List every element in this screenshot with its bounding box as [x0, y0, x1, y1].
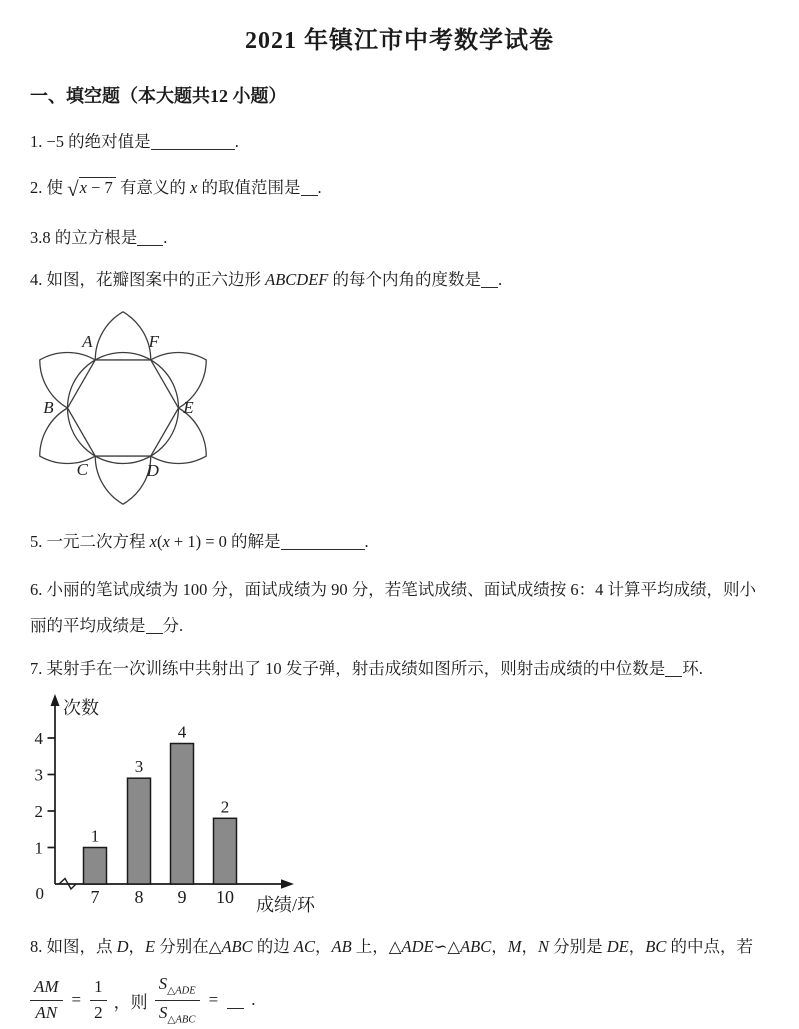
bar [214, 818, 237, 884]
question-1: 1. −5 的绝对值是 . [30, 132, 239, 151]
connector-text: ，则 [113, 992, 148, 1012]
question-8-text: 8. 如图，点 D，E 分别在△ABC 的边 AC，AB 上，△ADE∽△ABC，M，N 分别是 DE，BC 的中点，若 [30, 937, 753, 956]
answer-blank [481, 271, 498, 288]
question-5: 5. 一元二次方程 x(x + 1) = 0 的解是 . [30, 532, 369, 551]
vertex-label: E [183, 398, 194, 417]
question-1-text: 1. −5 的绝对值是 [30, 132, 151, 151]
radicand: x − 7 [79, 177, 116, 197]
vertex-label: F [148, 331, 159, 351]
question-4-text: 4. 如图，花瓣图案中的正六边形 ABCDEF 的每个内角的度数是 [30, 270, 481, 289]
bar [128, 778, 151, 884]
question-4: 4. 如图，花瓣图案中的正六边形 ABCDEF 的每个内角的度数是 . [30, 270, 503, 289]
bar-value-label: 1 [90, 826, 100, 846]
x-tick-label: 9 [177, 887, 187, 907]
fraction-am-an: $\frac{AM}{AN}$ [30, 976, 63, 1023]
equals-sign: = [208, 990, 219, 1009]
question-3: 3.8 的立方根是 . [30, 228, 168, 247]
bar-value-label: 3 [134, 757, 144, 777]
y-axis-arrow-icon [51, 694, 60, 706]
y-tick-label: 1 [34, 838, 43, 858]
answer-blank [151, 133, 235, 150]
question-3-text: 3.8 的立方根是 [30, 228, 138, 247]
radical-expression [67, 177, 116, 201]
section-heading: 一、填空题（本大题共12 小题） [30, 86, 287, 106]
answer-blank [665, 660, 682, 677]
vertex-label: C [76, 460, 88, 480]
score-bar-chart-svg [28, 690, 343, 920]
answer-blank [227, 991, 244, 1008]
x-tick-label: 8 [134, 887, 144, 907]
x-axis-title: 成绩/环 [256, 895, 316, 915]
x-axis-arrow-icon [281, 879, 294, 889]
y-tick-label: 0 [35, 884, 44, 903]
equals-sign: = [71, 990, 82, 1009]
answer-blank [146, 617, 163, 634]
question-2: 2. 使 √x − 7 有意义的 x 的取值范围是 . [30, 177, 322, 201]
answer-blank [137, 229, 163, 246]
question-6: 6. 小丽的笔试成绩为 100 分，面试成绩为 90 分，若笔试成绩、面试成绩按 6：4 计算平均成绩，则小丽的平均成绩是 分. [30, 580, 756, 635]
bar-value-label: 2 [220, 797, 230, 817]
question-5-text: 5. 一元二次方程 x(x + 1) = 0 的解是 [30, 532, 281, 551]
bar-value-label: 4 [177, 722, 187, 742]
question-8-formula: $\frac{AM}{AN}$ = $\frac{1}{2}$ ，则 $\frac{S_{\triangle ADE}}{S_{\triangle ABC}}$ = . [30, 971, 769, 1029]
vertex-label: B [43, 398, 54, 417]
y-axis-title: 次数 [63, 698, 99, 718]
score-bar-chart [28, 690, 769, 920]
bar [84, 848, 107, 885]
question-2-text: 2. 使 [30, 178, 63, 197]
answer-blank [301, 179, 318, 196]
answer-blank [281, 533, 365, 550]
question-2-text-mid: 有意义的 x 的取值范围是 [119, 178, 301, 197]
vertex-label: D [146, 461, 159, 481]
question-6-text: 6. 小丽的笔试成绩为 100 分，面试成绩为 90 分，若笔试成绩、面试成绩按 6：4 计算平均成绩，则小丽的平均成绩是 [30, 580, 756, 635]
hexagon-flower-figure [24, 306, 769, 511]
bar [171, 744, 194, 885]
page-title: 2021 年镇江市中考数学试卷 [245, 28, 554, 54]
radical-sign-icon: √ [67, 177, 79, 201]
fraction-area-ratio: $\frac{S_{\triangle ADE}}{S_{\triangle ABC}}$ [155, 973, 200, 1026]
question-7-text: 7. 某射手在一次训练中共射出了 10 发子弹，射击成绩如图所示，则射击成绩的中位数是 [30, 659, 666, 678]
x-tick-label: 10 [216, 887, 234, 907]
y-tick-label: 4 [34, 729, 43, 748]
y-tick-label: 3 [34, 765, 43, 785]
vertex-label: A [82, 331, 93, 351]
x-tick-label: 7 [90, 887, 100, 907]
hexagon-flower-figure-svg [24, 306, 229, 511]
fraction-one-half: $\frac{1}{2}$ [90, 976, 107, 1023]
question-8 [30, 936, 769, 957]
y-tick-label: 2 [34, 802, 43, 821]
question-7: 7. 某射手在一次训练中共射出了 10 发子弹，射击成绩如图所示，则射击成绩的中位数是 环. [30, 659, 703, 678]
